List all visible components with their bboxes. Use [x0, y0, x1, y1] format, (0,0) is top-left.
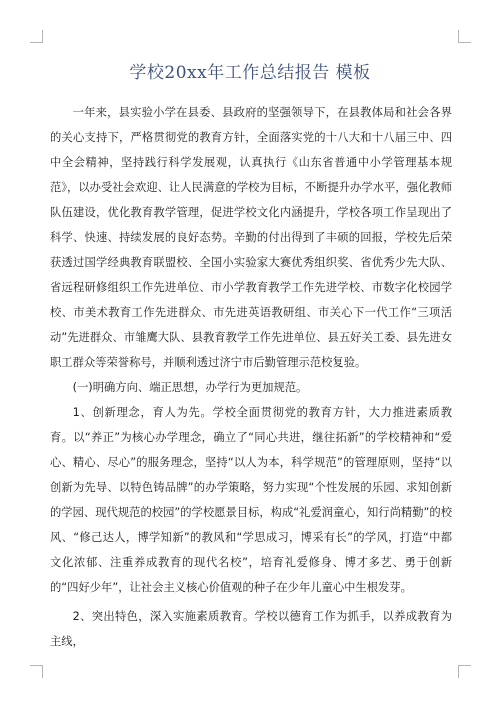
- crop-mark-top-left: [30, 30, 43, 43]
- section-heading: (一)明确方向、端正思想，办学行为更加规范。: [72, 381, 308, 394]
- document-title: 学校20xx年工作总结报告 模板: [129, 63, 371, 83]
- paragraph-item-2: 2、突出特色，深入实施素质教育。学校以德育工作为抓手，以养成教育为主线，: [50, 610, 452, 648]
- paragraph-intro: 一年来，县实验小学在县委、县政府的坚强领导下，在县教体局和社会各界的关心支持下，严格贯彻党的教育方针，全面落实党的十八大和十八届三中、四中全会精神，坚持践行科学发展观，认真执行《山东省普通中小学管理基本规范》，以办受社会欢迎、让人民满意的学校为目标，不断提升办学水平，强化教师队伍建设，优化教育教学管理，促进学校文化内涵提升，学校各项工作呈现出了科学、快速、持续发展的良好态势。辛勤的付出得到了丰硕的回报，学校先后荣获透过国学经典教育联盟校、全国小实验家大赛优秀组织奖、省优秀少先大队、省远程研修组织工作先进单位、市小学教育教学工作先进学校、市数字化校园学校、市美术教育工作先进群众、市先进英语教研组、市关心下一代工作“三项活动”先进群众、市雏鹰大队、县教育教学工作先进单位、县五好关工委、县先进女职工群众等荣誉称号，并顺利透过济宁市后勤管理示范校复验。: [50, 106, 452, 369]
- crop-mark-bottom-right: [458, 665, 471, 678]
- paragraph-item-1: 1、创新理念，育人为先。学校全面贯彻党的教育方针，大力推进素质教育。以“养正”为核心办学理念，确立了“同心共进，继往拓新”的学校精神和“爱心、精心、尽心”的服务理念，坚持“以人为本，科学规范”的管理原则，坚持“以创新为先导、以特色铸品牌”的办学策略，努力实现“个性发展的乐园、求知创新的学园、现代规范的校园”的学校愿景目标，构成“礼爱润童心，知行尚精勤”的校风、“修己达人，博学知新”的教风和“学思成习，博采有长”的学风，打造“中都文化浓郁、注重养成教育的现代名校”，培育礼爱修身、博才多艺、勇于创新的“四好少年”，让社会主义核心价值观的种子在少年儿童心中生根发芽。: [50, 406, 452, 594]
- crop-mark-top-right: [458, 30, 471, 43]
- crop-mark-bottom-left: [30, 665, 43, 678]
- document-body: [50, 100, 452, 654]
